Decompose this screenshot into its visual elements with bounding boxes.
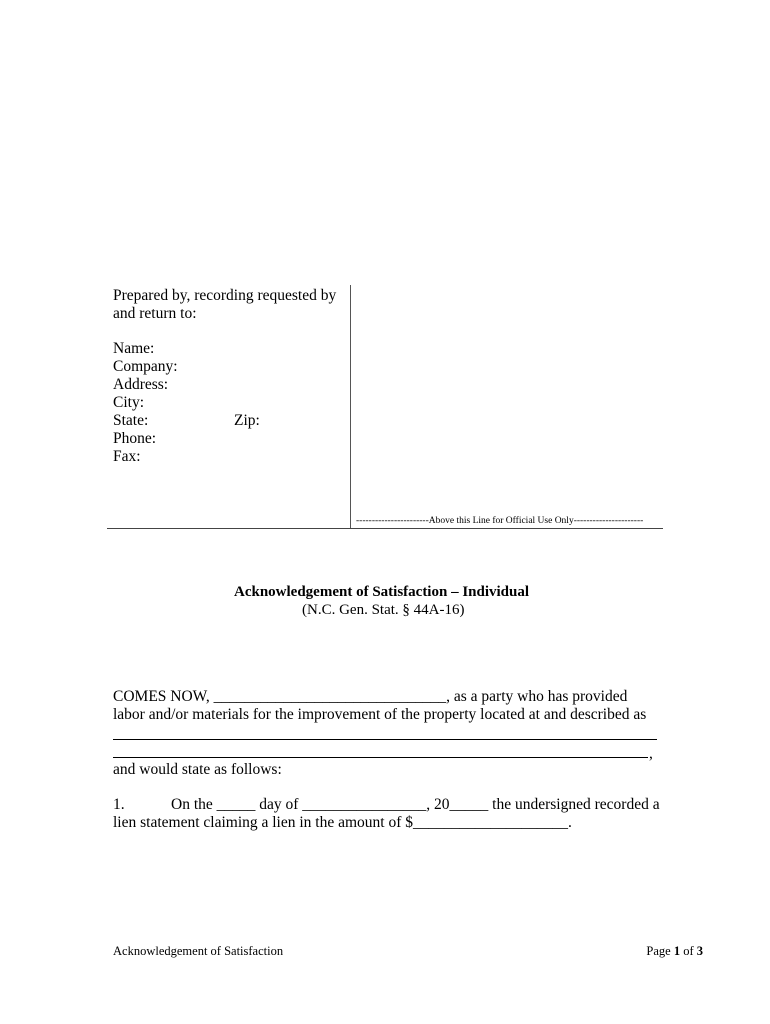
fax-label: Fax:: [113, 448, 141, 465]
name-label: Name:: [113, 340, 155, 357]
would-state-line: and would state as follows:: [113, 761, 282, 778]
page-current: 1: [673, 944, 681, 958]
property-description-blank-2: [113, 757, 648, 758]
recording-block-vertical-divider: [350, 285, 351, 529]
document-title: Acknowledgement of Satisfaction – Individual: [234, 584, 530, 600]
item-1-line-1: On the _____ day of ________________, 20_____ the undersigned recorded a: [171, 796, 660, 813]
statute-citation: (N.C. Gen. Stat. § 44A-16): [302, 602, 465, 618]
footer-page-number: [646, 944, 703, 959]
property-description-blank-1: [113, 739, 657, 740]
official-use-notice: -----------------------Above this Line for Official Use Only----------------------: [356, 516, 644, 526]
page-mid: of: [680, 944, 697, 958]
item-1-line-2: lien statement claiming a lien in the amount of $____________________.: [113, 814, 572, 831]
official-use-horizontal-divider: [107, 528, 663, 529]
page-prefix: Page: [646, 944, 674, 958]
zip-label: Zip:: [234, 412, 260, 429]
address-label: Address:: [113, 376, 169, 393]
labor-materials-line: labor and/or materials for the improvement of the property located at and described as: [113, 706, 647, 723]
page-total: 3: [696, 944, 703, 958]
comes-now-line: COMES NOW, ______________________________, as a party who has provided: [113, 688, 628, 705]
property-description-comma: ,: [649, 745, 653, 762]
footer-document-name: Acknowledgement of Satisfaction: [113, 944, 284, 958]
prepared-by-line-2: and return to:: [113, 305, 197, 322]
item-1-number: 1.: [113, 796, 125, 813]
company-label: Company:: [113, 358, 178, 375]
city-label: City:: [113, 394, 145, 411]
state-label: State:: [113, 412, 149, 429]
prepared-by-line-1: Prepared by, recording requested by: [113, 287, 337, 304]
phone-label: Phone:: [113, 430, 157, 447]
